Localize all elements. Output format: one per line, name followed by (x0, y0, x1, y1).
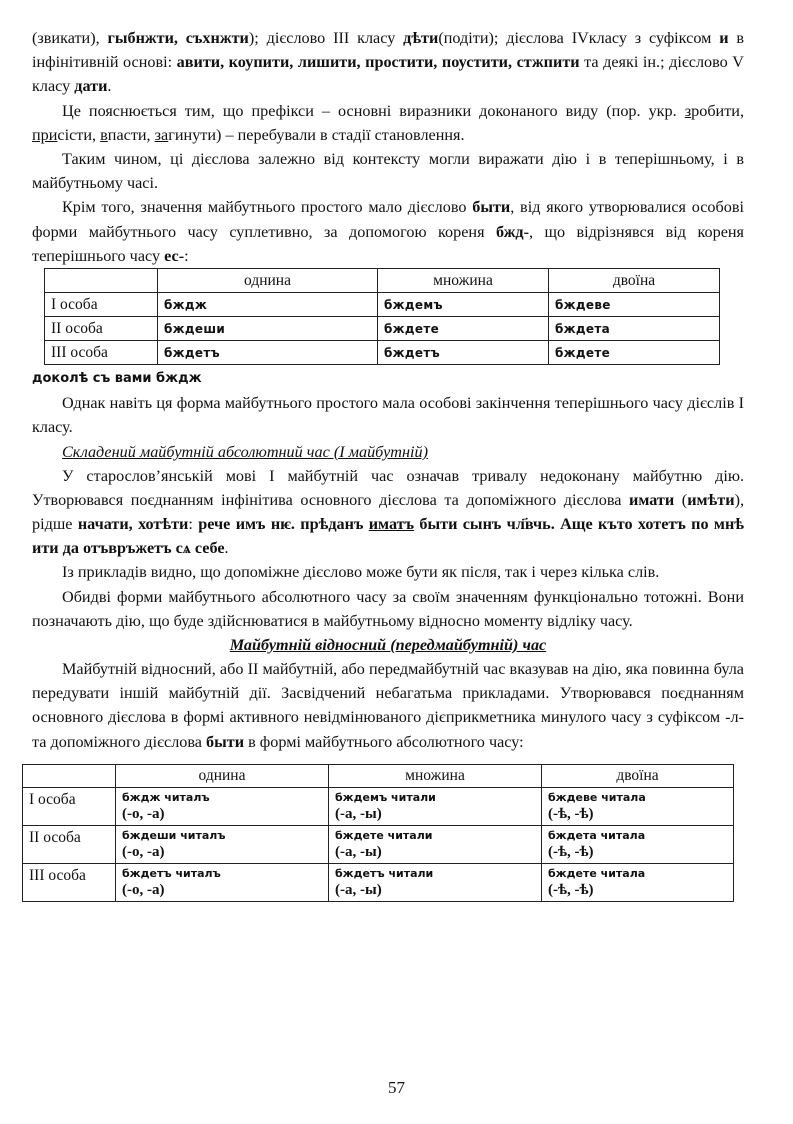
table-header: множина (329, 764, 542, 787)
person-cell: II особа (23, 825, 116, 863)
paragraph-6 (32, 464, 744, 561)
paragraph-9 (32, 657, 744, 754)
form-cell: бждеши (158, 317, 378, 341)
form-cell (329, 863, 542, 901)
paragraph-3: Таким чином, ці дієслова залежно від контексту могли виражати дію і в теперішньому, і в майбутньому часі. (32, 150, 744, 193)
form-text: бждете читала (548, 866, 646, 880)
table-header: множина (378, 269, 549, 293)
form-cell: бждетъ (158, 341, 378, 365)
ending-text: (-а, -ы) (335, 805, 382, 822)
old-slavonic-underlined: иматъ (368, 515, 415, 534)
text-span: в формі майбутнього абсолютного часу: (244, 732, 524, 751)
old-slavonic-text: быти (206, 732, 245, 751)
table-header (45, 269, 158, 293)
form-cell (542, 863, 734, 901)
ending-text: (-а, -ы) (335, 843, 382, 860)
form-cell (542, 787, 734, 825)
form-text: бждеши читалъ (122, 828, 226, 842)
paragraph-1 (32, 26, 744, 99)
ending-text: (-о, -а) (122, 881, 165, 898)
form-cell (116, 787, 329, 825)
text-span: Це пояснюється тим, що префікси – основні виразники доконаного виду (пор. укр. (62, 101, 685, 120)
text-span: пасти, (107, 125, 155, 144)
text-span: Майбутній відносний, або II майбутній, або передмайбутній час вказував на дію, яка повинна була передувати іншій майбутній дії. Засвідчений небагатьма прикладами. Утворювався поєднанням основного дієслова в формі активного невідмінюваного дієприкметника минулого часу з суфіксом -л- та допоміжного дієслова (32, 660, 744, 751)
person-cell: III особа (45, 341, 158, 365)
old-slavonic-text: бжд- (496, 222, 530, 241)
form-cell (116, 863, 329, 901)
person-cell: II особа (45, 317, 158, 341)
table-row (45, 293, 720, 317)
old-slavonic-text: имати (629, 490, 675, 509)
form-text: бждемъ читали (335, 790, 436, 804)
old-slavonic-text: доколѣ съ вами бждж (32, 371, 202, 387)
table-row (45, 341, 720, 365)
person-cell: I особа (23, 787, 116, 825)
old-slavonic-text: дѣти (403, 29, 439, 47)
form-cell (329, 825, 542, 863)
form-text: бждетъ читали (335, 866, 434, 880)
text-span: (подіти); дієслова IVкласу з суфіксом (438, 29, 720, 47)
old-slavonic-text: авити, коупити, лишити, простити, поустити, стжпити (176, 53, 580, 72)
table-header-row (45, 269, 720, 293)
table-row (45, 317, 720, 341)
old-slavonic-text: быти (472, 198, 511, 217)
table-header: однина (116, 764, 329, 787)
prefix-underlined: з (684, 101, 692, 120)
old-slavonic-text: дати (74, 77, 108, 96)
page-number: 57 (388, 1078, 405, 1097)
form-text: бждете читали (335, 828, 433, 842)
form-cell: бждетъ (378, 341, 549, 365)
example-line (32, 365, 744, 391)
text-span: робити, (691, 101, 744, 120)
future-simple-table (44, 268, 720, 365)
person-cell: III особа (23, 863, 116, 901)
text-span: У старослов’янській мові I майбутній час означав тривалу недоконану майбутню дію. Утворювався поєднанням інфінітива основного дієслова та допоміжного дієслова (32, 466, 744, 509)
text-span: Крім того, значення майбутнього простого мало дієслово (62, 198, 473, 217)
text-span: . (107, 77, 112, 96)
ending-text: (-о, -а) (122, 843, 165, 860)
table-header (23, 764, 116, 787)
table-header: двоїна (542, 764, 734, 787)
text-span: сісти, (57, 125, 101, 144)
form-cell (116, 825, 329, 863)
form-cell: бждемъ (378, 293, 549, 317)
old-slavonic-text: рече имъ нѥ. прѣданъ (198, 515, 369, 534)
form-text: бждж читалъ (122, 790, 210, 804)
form-cell (542, 825, 734, 863)
text-span: , що відрізнявся від кореня теперішнього часу (32, 222, 745, 265)
ending-text: (-ѣ, -ѣ) (548, 881, 594, 898)
prefix-underlined: при (32, 125, 58, 144)
table-header-row (23, 764, 734, 787)
table-row (23, 863, 734, 901)
table-header: однина (158, 269, 378, 293)
ending-text: (-ѣ, -ѣ) (548, 805, 594, 822)
prefix-underlined: за (154, 125, 169, 144)
old-slavonic-text: начати, хотѣти (77, 515, 189, 534)
text-span: та деякі ін.; дієслово V класу (32, 53, 744, 96)
paragraph-8: Обидві форми майбутнього абсолютного часу за своїм значенням функціонально тотожні. Вони позначають дію, що буде здійснюватися в майбутньому відносно моменту відліку часу. (32, 587, 744, 630)
paragraph-7: Із прикладів видно, що допоміжне дієслово може бути як після, так і через кілька слів. (62, 563, 660, 582)
form-text: бждеве читала (548, 790, 646, 804)
text-span: : (184, 246, 189, 265)
table-header: двоїна (549, 269, 720, 293)
text-span: гинути) – перебували в стадії становлення. (168, 125, 465, 144)
form-cell (329, 787, 542, 825)
old-slavonic-text: быти сынъ чл҃вчь. Аще къто хотетъ по мнѣ ити да отъвръжетъ сѧ себе (32, 515, 744, 558)
table-row (23, 825, 734, 863)
section-heading: Складений майбутній абсолютний час (I майбутній) (62, 442, 428, 461)
ending-text: (-о, -а) (122, 805, 165, 822)
person-cell: I особа (45, 293, 158, 317)
table-row (23, 787, 734, 825)
old-slavonic-text: ес- (164, 246, 185, 265)
prefix-underlined: в (100, 125, 108, 144)
ending-text: (-а, -ы) (335, 881, 382, 898)
text-span: в інфінітивній основі: (32, 29, 745, 72)
form-cell: бждете (378, 317, 549, 341)
paragraph-4 (32, 195, 744, 268)
text-span: (звикати), (32, 29, 108, 47)
paragraph-5: Однак навіть ця форма майбутнього простого мала особові закінчення теперішнього часу дієслів I класу. (32, 394, 744, 437)
old-slavonic-text: имѣти (687, 490, 735, 509)
future-relative-table (22, 764, 734, 902)
text-span: ), рідше (32, 490, 744, 534)
form-cell: бждж (158, 293, 378, 317)
text-span: : (188, 515, 199, 534)
form-cell: бждеве (549, 293, 720, 317)
page-content (29, 26, 745, 902)
ending-text: (-ѣ, -ѣ) (548, 843, 594, 860)
old-slavonic-text: и (719, 29, 729, 47)
paragraph-2 (32, 99, 744, 147)
text-span: ); дієслово III класу (248, 29, 404, 47)
form-cell: бждета (549, 317, 720, 341)
form-text: бждета читала (548, 828, 646, 842)
text-span: . (224, 539, 229, 558)
old-slavonic-text: гыбнжти, съхнжти (107, 29, 249, 47)
text-span: , від якого утворювалися особові форми майбутнього часу суплетивно, за допомогою кореня (32, 198, 744, 241)
text-span: ( (674, 490, 688, 509)
form-cell: бждете (549, 341, 720, 365)
form-text: бждетъ читалъ (122, 866, 221, 880)
section-heading: Майбутній відносний (передмайбутній) час (229, 636, 547, 655)
